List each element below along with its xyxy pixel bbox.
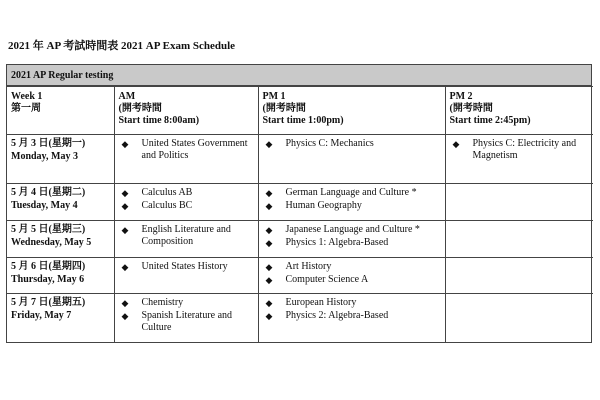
schedule-body [7,135,593,342]
section-header: 2021 AP Regular testing [7,65,591,86]
diamond-icon: ◆ [121,225,129,235]
col-header-line: AM [118,91,136,102]
exam-list [119,297,254,334]
exam-name: Physics 1: Algebra-Based [285,237,389,248]
diamond-icon: ◆ [452,139,460,149]
exam-name: United States History [141,261,228,272]
day-label-chinese: 5 月 6 日(星期四) [11,261,86,272]
col-header-am [114,87,258,135]
slot-cell-am [114,294,258,342]
exam-name: Art History [285,261,332,272]
diamond-icon: ◆ [265,188,273,198]
col-header-line: Start time 8:00am) [118,115,200,126]
exam-item [263,200,441,212]
exam-item [119,297,254,309]
diamond-icon: ◆ [265,139,273,149]
col-header-pm1 [258,87,445,135]
diamond-icon: ◆ [265,298,273,308]
day-label-english: Thursday, May 6 [11,274,85,285]
exam-item [263,274,441,286]
slot-cell-pm2 [445,221,593,258]
col-header-line: Start time 2:45pm) [449,115,531,126]
exam-list [263,187,441,212]
slot-cell-pm2 [445,294,593,342]
col-header-line: (開考時間 [449,103,493,114]
col-header-line: PM 2 [449,91,473,102]
header-row [7,87,593,135]
col-header-line: 第一周 [11,103,41,114]
day-label-english: Monday, May 3 [11,151,78,162]
slot-cell-pm2 [445,135,593,184]
schedule-grid [7,86,593,342]
exam-item [119,138,254,162]
page-title: 2021 年 AP 考試時間表 2021 AP Exam Schedule [8,40,236,52]
table-row [7,258,593,294]
exam-name: European History [285,297,357,308]
exam-item [263,187,441,199]
col-header-line: (開考時間 [262,103,306,114]
exam-name: Physics C: Electricity and Magnetism [472,138,577,161]
day-label-chinese: 5 月 3 日(星期一) [11,138,86,149]
exam-item [119,224,254,248]
exam-item [119,200,254,212]
exam-name: United States Government and Politics [141,138,248,161]
exam-item [119,187,254,199]
diamond-icon: ◆ [121,311,129,321]
day-cell [7,184,114,221]
table-row [7,294,593,342]
slot-cell-pm1 [258,135,445,184]
slot-cell-am [114,221,258,258]
exam-list [450,138,590,162]
diamond-icon: ◆ [265,275,273,285]
diamond-icon: ◆ [265,262,273,272]
exam-item [263,224,441,236]
day-cell [7,135,114,184]
col-header-line: Week 1 [11,91,43,102]
diamond-icon: ◆ [265,201,273,211]
exam-name: Physics 2: Algebra-Based [285,310,389,321]
slot-cell-pm2 [445,184,593,221]
exam-item [119,310,254,334]
table-row [7,221,593,258]
exam-item [263,138,441,150]
day-label-english: Friday, May 7 [11,310,72,321]
exam-item [263,261,441,273]
exam-name: English Literature and Composition [141,224,231,247]
day-label-english: Tuesday, May 4 [11,200,78,211]
diamond-icon: ◆ [121,262,129,272]
col-header-line: PM 1 [262,91,286,102]
exam-name: Chemistry [141,297,184,308]
day-label-chinese: 5 月 5 日(星期三) [11,224,86,235]
col-header-pm2 [445,87,593,135]
slot-cell-am [114,184,258,221]
exam-list [119,224,254,248]
col-header-line: (開考時間 [118,103,162,114]
exam-name: German Language and Culture * [285,187,417,198]
exam-name: Physics C: Mechanics [285,138,374,149]
exam-name: Calculus BC [141,200,193,211]
exam-list [263,138,441,150]
slot-cell-pm1 [258,258,445,294]
exam-name: Human Geography [285,200,362,211]
exam-list [263,297,441,322]
exam-name: Computer Science A [285,274,369,285]
exam-list [263,224,441,249]
exam-list [119,138,254,162]
exam-schedule-table [6,64,592,343]
col-header-week [7,87,114,135]
exam-name: Calculus AB [141,187,193,198]
col-header-line: Start time 1:00pm) [262,115,344,126]
diamond-icon: ◆ [121,201,129,211]
exam-item [263,310,441,322]
slot-cell-am [114,135,258,184]
exam-list [119,187,254,212]
slot-cell-pm1 [258,221,445,258]
table-row [7,135,593,184]
slot-cell-pm2 [445,258,593,294]
diamond-icon: ◆ [265,238,273,248]
exam-item [263,237,441,249]
diamond-icon: ◆ [121,139,129,149]
slot-cell-am [114,258,258,294]
exam-item [263,297,441,309]
exam-list [119,261,254,273]
day-label-english: Wednesday, May 5 [11,237,92,248]
day-cell [7,294,114,342]
day-label-chinese: 5 月 7 日(星期五) [11,297,86,308]
slot-cell-pm1 [258,184,445,221]
table-row [7,184,593,221]
diamond-icon: ◆ [121,188,129,198]
diamond-icon: ◆ [121,298,129,308]
day-label-chinese: 5 月 4 日(星期二) [11,187,86,198]
slot-cell-pm1 [258,294,445,342]
exam-name: Japanese Language and Culture * [285,224,420,235]
exam-name: Spanish Literature and Culture [141,310,233,333]
day-cell [7,221,114,258]
exam-item [119,261,254,273]
diamond-icon: ◆ [265,311,273,321]
diamond-icon: ◆ [265,225,273,235]
exam-item [450,138,590,162]
exam-list [263,261,441,286]
day-cell [7,258,114,294]
